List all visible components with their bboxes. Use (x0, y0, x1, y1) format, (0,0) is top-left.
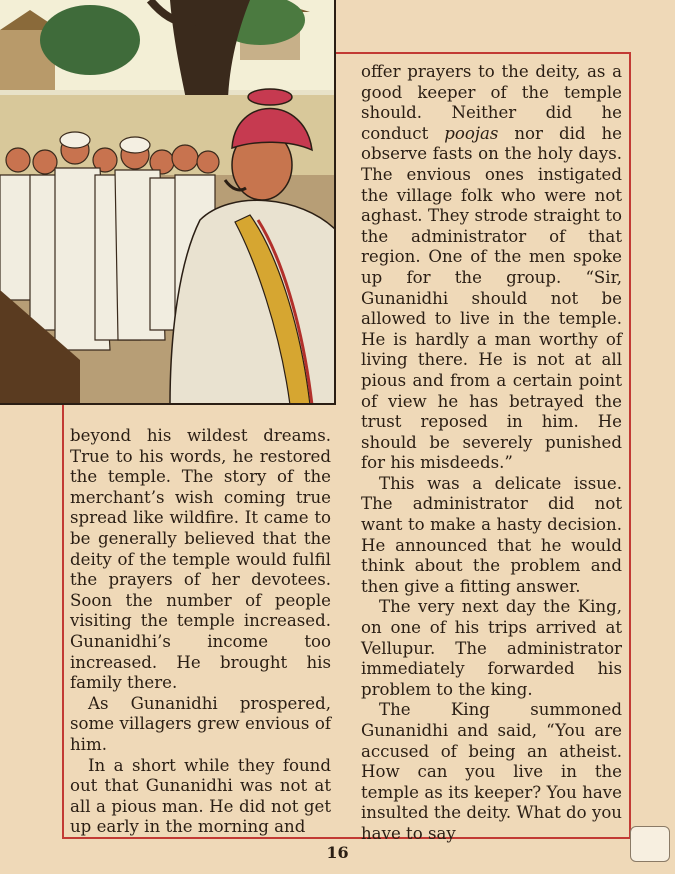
text-run: offer prayers to the deity, as a good keeper of the temple should. Neither did he conduct (361, 62, 622, 143)
paragraph: As Gunanidhi prospered, some villagers grew envious of him. (70, 693, 331, 754)
illustration-art (0, 0, 336, 405)
paragraph: The very next day the King, on one of his trips arrived at Vellupur. The administrator immediately forwarded his problem to the king. (361, 597, 622, 699)
paragraph: beyond his wildest dreams. True to his words, he restored the temple. The story of the merchant’s wish coming true spread like wildfire. It came to be generally believed that the deity of the temple would fulfil the prayers of her devotees. Soon the number of people visiting the temple increased. Gunanidhi’s income too increased. He brought his family there. (70, 426, 331, 693)
story-illustration (0, 0, 336, 405)
publisher-logo-icon (630, 826, 670, 862)
italic-term: poojas (444, 123, 499, 143)
text-column-left (70, 426, 331, 838)
page-number: 16 (326, 843, 349, 862)
paragraph: In a short while they found out that Gunanidhi was not at all a pious man. He did not get up early in the morning and (70, 755, 331, 837)
text-column-right (361, 62, 622, 845)
text-run: nor did he observe fasts on the holy days. The envious ones instigated the village folk who were not aghast. They strode straight to the administrator of that region. One of the men spoke up for the group. “Sir, Gunanidhi should not be allowed to live in the temple. He is hardly a man worthy of living there. He is not at all pious and from a certain point of view he has betrayed the trust reposed in him. He should be severely punished for his misdeeds.” (361, 123, 622, 473)
paragraph: This was a delicate issue. The administrator did not want to make a hasty decision. He announced that he would think about the problem and then give a fitting answer. (361, 473, 622, 596)
paragraph (361, 62, 622, 474)
paragraph: The King summoned Gunanidhi and said, “You are accused of being an atheist. How can you live in the temple as its keeper? You have insulted the deity. What do you have to say (361, 700, 622, 843)
